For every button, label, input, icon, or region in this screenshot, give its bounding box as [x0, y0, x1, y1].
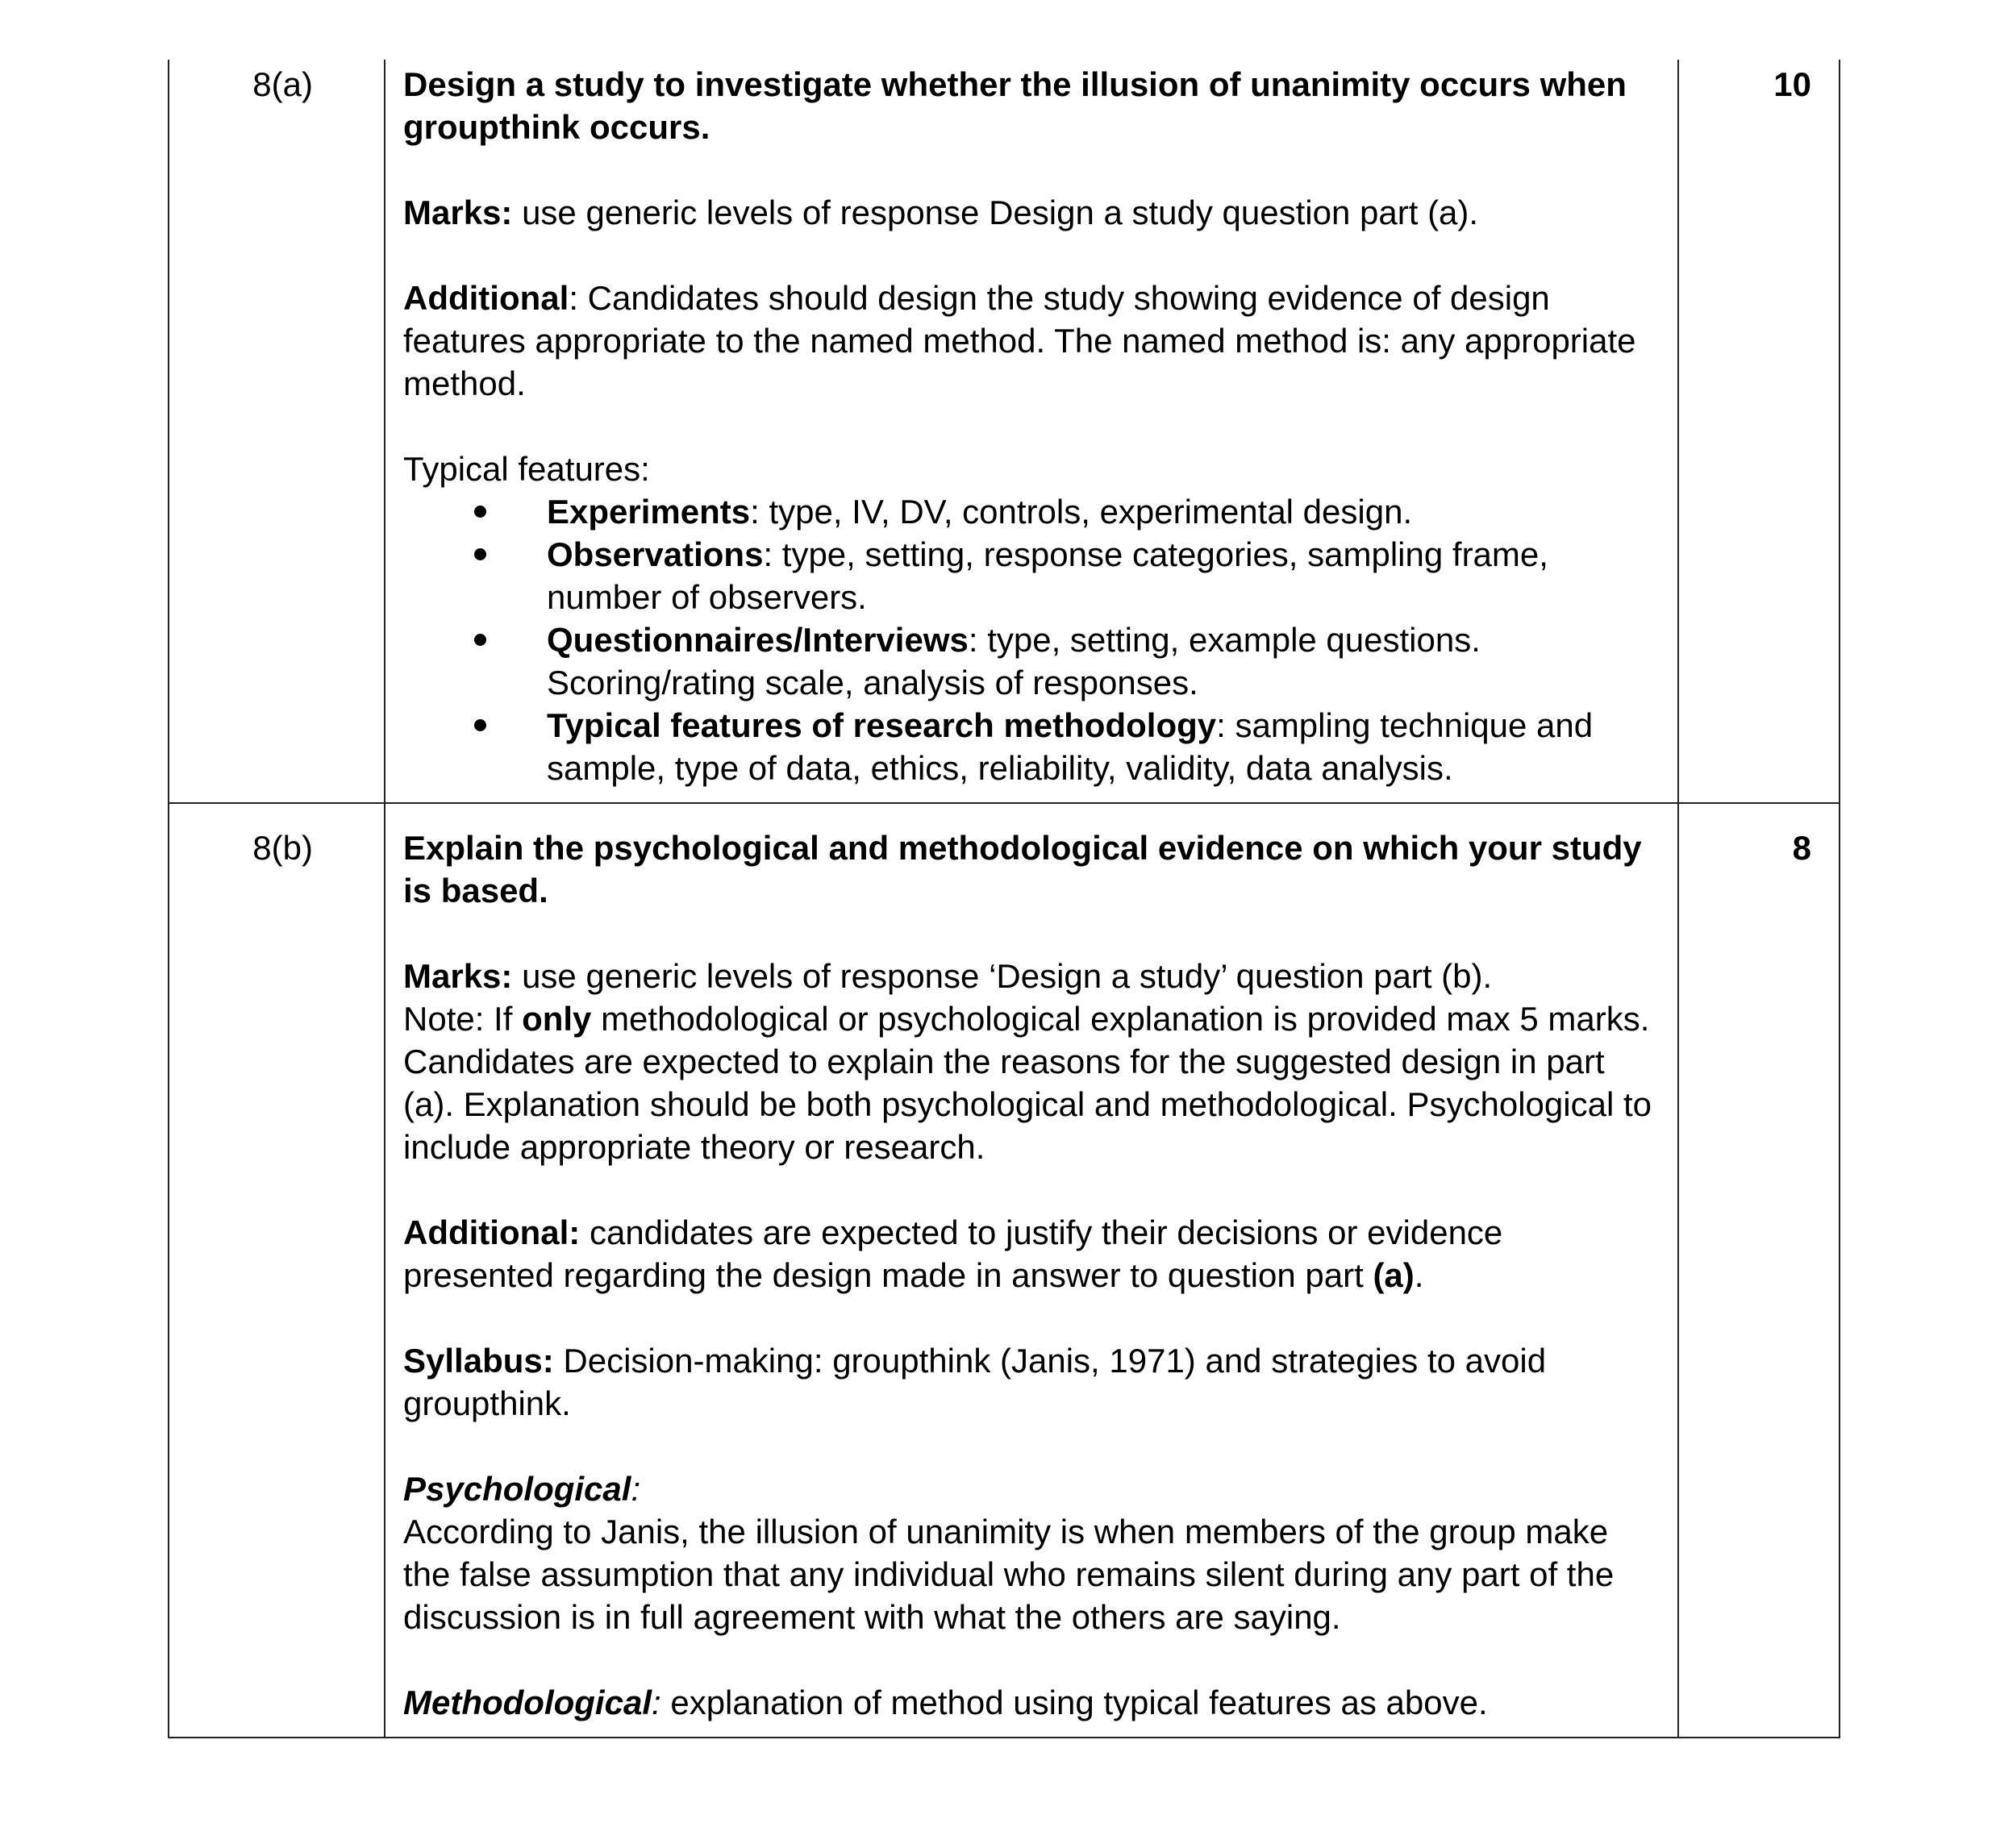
- psychological-paragraph: According to Janis, the illusion of unanimity is when members of the group make the false assumption that any individual who remains silent during any part of the discussion is in full agreement with what the others are saying.: [403, 1513, 1615, 1636]
- table-row-8a: [169, 60, 1840, 803]
- table-row-8b: [169, 803, 1840, 1738]
- syllabus-paragraph: Syllabus: Decision-making: groupthink (Janis, 1971) and strategies to avoid groupthink.: [403, 1342, 1547, 1422]
- marks-paragraph: Marks: use generic levels of response ‘Design a study’ question part (b).: [403, 957, 1493, 995]
- bullet-icon: [474, 634, 486, 646]
- marks-paragraph: Marks: use generic levels of response Design a study question part (a).: [403, 194, 1479, 231]
- marks-cell: [1678, 803, 1840, 1738]
- marks-value: 8: [1792, 829, 1811, 867]
- question-cell: [169, 803, 385, 1738]
- bullet-icon: [474, 506, 486, 518]
- typical-features-list: [403, 490, 1658, 789]
- bullet-icon: [474, 719, 486, 731]
- additional-paragraph: Additional: Candidates should design the study showing evidence of design features appropriate to the named method. The named method is: any appropriate method.: [403, 279, 1636, 402]
- list-item: Observations: type, setting, response categories, sampling frame, number of observers.: [403, 533, 1658, 618]
- list-item: Experiments: type, IV, DV, controls, experimental design.: [403, 490, 1658, 533]
- typical-features-intro: Typical features:: [403, 450, 650, 488]
- question-number: 8(b): [252, 829, 313, 867]
- candidates-paragraph: Candidates are expected to explain the reasons for the suggested design in part (a). Explanation should be both psychological and methodological. Psychological to include appropriate theory or research.: [403, 1043, 1652, 1166]
- additional-paragraph: Additional: candidates are expected to justify their decisions or evidence presented regarding the design made in answer to question part (a).: [403, 1213, 1503, 1294]
- question-number: 8(a): [252, 65, 313, 103]
- list-item: Questionnaires/Interviews: type, setting, example questions. Scoring/rating scale, analysis of responses.: [403, 618, 1658, 704]
- list-item: Typical features of research methodology: sampling technique and sample, type of data, ethics, reliability, validity, data analysis.: [403, 704, 1658, 789]
- mark-scheme-table: [168, 60, 1840, 1738]
- question-cell: [169, 60, 385, 803]
- answer-cell: [385, 60, 1678, 803]
- note-paragraph: Note: If only methodological or psychological explanation is provided max 5 marks.: [403, 1000, 1650, 1038]
- bullet-icon: [474, 548, 486, 560]
- marks-value: 10: [1773, 65, 1811, 103]
- methodological-paragraph: Methodological: explanation of method using typical features as above.: [403, 1684, 1488, 1721]
- answer-cell: [385, 803, 1678, 1738]
- question-heading: Explain the psychological and methodological evidence on which your study is based.: [403, 829, 1642, 909]
- psychological-heading: Psychological:: [403, 1470, 641, 1508]
- marks-cell: [1678, 60, 1840, 803]
- question-heading: Design a study to investigate whether the illusion of unanimity occurs when groupthink occurs.: [403, 65, 1627, 146]
